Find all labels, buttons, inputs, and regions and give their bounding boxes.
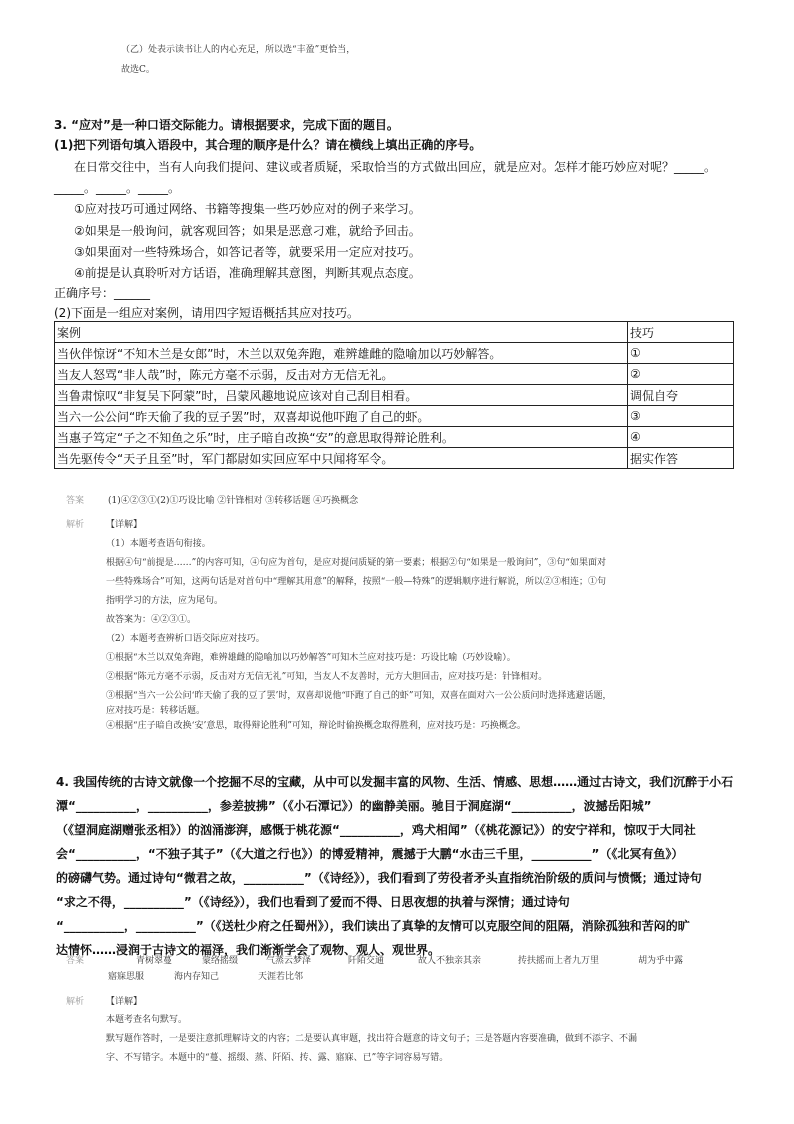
table-cell-skill: 调侃自夸 [628,385,734,406]
top-text-line1: （乙）处表示读书让人的内心充足，所以选“丰盈”更恰当， [121,45,356,55]
q3-analysis-line: 指明学习的方法，应为尾句。 [106,596,224,606]
table-row [55,406,734,427]
q4-analysis-label: 解析 [66,997,85,1007]
q3-option-2: ②如果是一般询问，就客观回答；如果是恶意刁难，就给予回击。 [74,224,421,238]
q3-analysis-line: 故答案为：④②③①。 [106,615,197,625]
table-cell-skill: ④ [628,427,734,448]
q4-analysis-line: 默写题作答时，一是要注意抓理解诗文的内容；二是要认真审题，找出符合题意的诗文句子；三是答题内容要准确，做到不添字、不漏 [106,1034,638,1044]
table-cell-case: 当先驱传令“天子且至”时，军门都尉如实回应军中只闻将军令。 [55,448,628,469]
q4-answer-label: 答案 [66,956,85,966]
table-cell-skill: ① [628,343,734,364]
q3-analysis-line: 【详解】 [106,520,143,530]
table-cell-skill: ② [628,364,734,385]
q3-option-3: ③如果面对一些特殊场合，如答记者等，就要采用一定应对技巧。 [74,245,421,259]
q4-answer-item: 寤寐思服 [108,972,145,982]
q4-answer-item: 胡为乎中露 [638,956,684,966]
q4-line: 达情怀……浸润于古诗文的福泽，我们渐渐学会了观物、观人、观世界。 [56,943,441,957]
q3-analysis-line: ③根据“当六一公公问‘昨天偷了我的豆了罢’时，双喜却说他“吓跑了自己的虾”可知，双喜在面对六一公公质问时选择逃避话题， [106,691,612,701]
table-header-skill: 技巧 [628,322,734,343]
q3-analysis-line: （1）本题考查语句衔接。 [106,539,211,549]
q4-analysis-line: 本题考查名句默写。 [106,1015,188,1025]
table-cell-skill: ③ [628,406,734,427]
q4-answer-item: 蒙络摇缀 [202,956,239,966]
q4-line: （《望洞庭湖赠张丞相》）的汹涌澎湃，感慨于桃花源“__________，鸡犬相闻”（《桃花源记》）的安宁祥和，惊叹于大同社 [56,823,696,837]
top-text-line2: 故选C。 [121,65,155,75]
q3-blanks: _____。_____。_____。 [54,181,181,195]
q3-analysis-line: ②根据“陈元方毫不示弱，反击对方无信无礼”可知，当友人不友善时，元方大胆回击，应对技巧是：针锋相对。 [106,672,548,682]
table-row [55,448,734,469]
q3-analysis-label: 解析 [66,520,85,530]
q4-analysis-line: 【详解】 [106,997,143,1007]
q3-sub2: (2)下面是一组应对案例，请用四字短语概括其应对技巧。 [54,306,360,320]
table-header-case: 案例 [55,322,628,343]
table-row [55,427,734,448]
table-row [55,364,734,385]
q3-analysis-line: ④根据“庄子暗自改换‘安’意思，取得辩论胜利”可知，辩论时偷换概念取得胜利，应对技巧是：巧换概念。 [106,721,526,731]
q3-heading: 3. “应对”是一种口语交际能力。请根据要求，完成下面的题目。 [54,118,399,132]
table-cell-case: 当伙伴惊讶“不知木兰是女郎”时，木兰以双兔奔跑，难辨雄雌的隐喻加以巧妙解答。 [55,343,628,364]
q4-line: 4. 我国传统的古诗文就像一个挖掘不尽的宝藏，从中可以发掘丰富的风物、生活、情感、思想……通过古诗文，我们沉醉于小石 [56,775,734,789]
q4-answer-item: 气蒸云梦泽 [266,956,312,966]
q4-answer-item: 天涯若比邻 [258,972,304,982]
table-header-row [55,322,734,343]
q4-answer-item: 海内存知己 [174,972,220,982]
q3-option-1: ①应对技巧可通过网络、书籍等搜集一些巧妙应对的例子来学习。 [74,202,421,216]
cases-table [54,321,734,469]
q3-analysis-line: 应对技巧是：转移话题。 [106,706,206,716]
q4-line: “求之不得，__________”（《诗经》），我们也看到了爱而不得、日思夜想的执着与深情；通过诗句 [56,895,570,909]
table-cell-skill: 据实作答 [628,448,734,469]
q4-analysis-line: 字、不写错字。本题中的“蔓、摇缀、蒸、阡陌、抟、露、寤寐、已”等字词容易写错。 [106,1053,449,1063]
table-cell-case: 当六一公公问“昨天偷了我的豆子罢”时，双喜却说他吓跑了自己的虾。 [55,406,628,427]
q4-line: “__________，__________”（《送杜少府之任蜀州》），我们读出了真挚的友情可以克服空间的阻隔，消除孤独和苦闷的旷 [56,919,690,933]
q3-option-4: ④前提是认真聆听对方话语，准确理解其意图，判断其观点态度。 [74,266,421,280]
q3-paragraph: 在日常交往中，当有人向我们提问、建议或者质疑，采取恰当的方式做出回应，就是应对。怎样才能巧妙应对呢？_____。 [74,160,717,174]
table-cell-case: 当友人怒骂“非人哉”时，陈元方毫不示弱，反击对方无信无礼。 [55,364,628,385]
q3-sub1: (1)把下列语句填入语段中，其合理的顺序是什么？请在横线上填出正确的序号。 [54,138,482,152]
q3-analysis-line: 根据④句“前提是……”的内容可知，④句应为首句，是应对提问质疑的第一要素；根据②句“如果是一般询问”，③句“如果面对 [106,558,607,568]
table-cell-case: 当惠子笃定“子之不知鱼之乐”时，庄子暗自改换“安”的意思取得辩论胜利。 [55,427,628,448]
table-row [55,385,734,406]
table-row [55,343,734,364]
q3-analysis-line: （2）本题考查辨析口语交际应对技巧。 [106,634,265,644]
q3-answer-label: 答案 [66,496,85,506]
q4-answer-item: 阡陌交通 [348,956,385,966]
q4-answer-item: 青树翠蔓 [136,956,173,966]
q3-order-line: 正确序号：______ [54,286,151,300]
q4-line: 会“__________，“不独子其子”（《大道之行也》）的博爱精神，震撼于大鹏“水击三千里，__________”（《北冥有鱼》） [56,847,684,861]
table-cell-case: 当鲁肃惊叹“非复吴下阿蒙”时，吕蒙风趣地说应该对自己刮目相看。 [55,385,628,406]
q4-answer-item: 故人不独亲其亲 [418,956,482,966]
q3-analysis-line: 一些特殊场合”可知，这两句话是对首句中“理解其用意”的解释，按照“一般—特殊”的逻辑顺序进行解说，所以②③相连；①句 [106,577,607,587]
q4-line: 潭“__________，__________，参差披拂”（《小石潭记》）的幽静美丽。驰目于洞庭湖“__________，波撼岳阳城” [56,799,652,813]
q4-answer-item: 抟扶摇而上者九万里 [518,956,600,966]
q3-analysis-line: ①根据“木兰以双兔奔跑，难辨雄雌的隐喻加以巧妙解答”可知木兰应对技巧是：巧设比喻（巧妙设喻）。 [106,653,516,663]
q4-line: 的磅礴气势。通过诗句“微君之故，__________”（《诗经》），我们看到了劳役者矛头直指统治阶级的质问与愤慨；通过诗句 [56,871,702,885]
q3-answer-text: (1)④②③①(2)①巧设比喻 ②针锋相对 ③转移话题 ④巧换概念 [108,496,359,506]
